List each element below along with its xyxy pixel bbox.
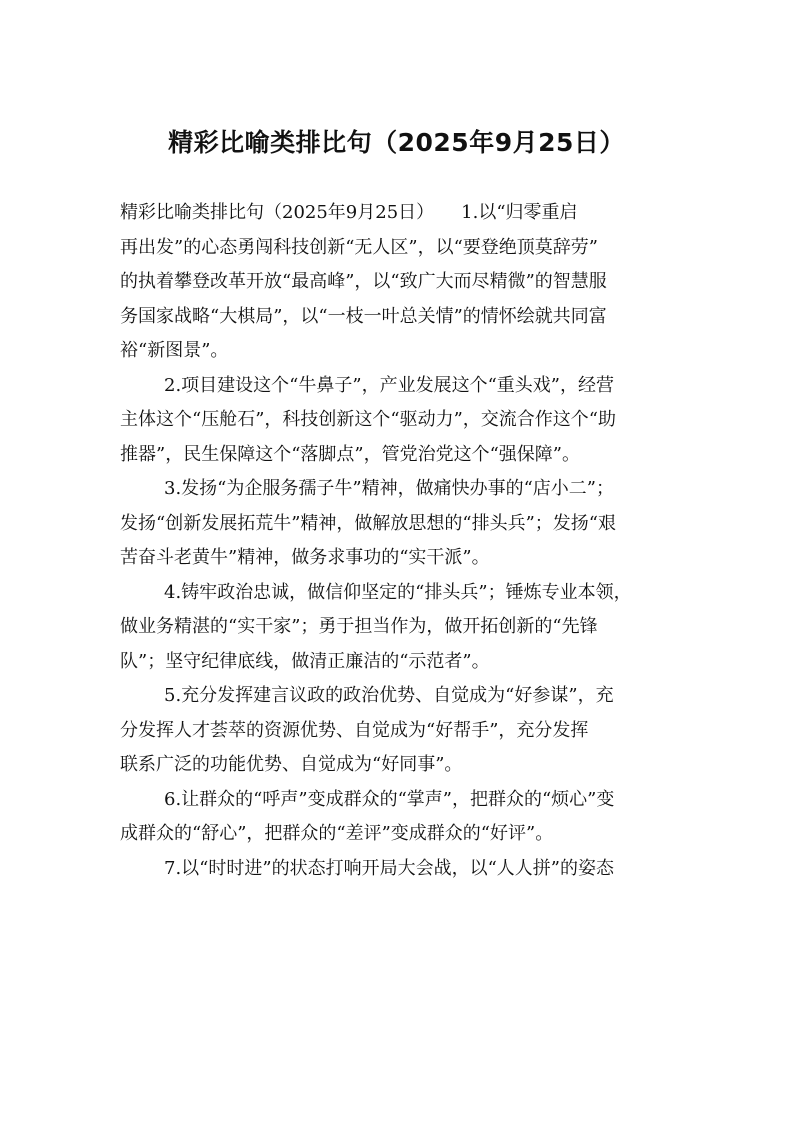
body-text-line: 做业务精湛的“实干家”；勇于担当作为，做开拓创新的“先锋 <box>120 616 598 637</box>
body-text-line: 再出发”的心态勇闯科技创新“无人区”，以“要登绝顶莫辞劳” <box>120 236 599 258</box>
body-text-line: 3.发扬“为企服务孺子牛”精神，做痛快办事的“店小二”； <box>164 478 614 499</box>
body-text-line: 成群众的“舒心”，把群众的“差评”变成群众的“好评”。 <box>120 823 554 844</box>
body-text-line: 分发挥人才荟萃的资源优势、自觉成为“好帮手”，充分发挥 <box>120 719 589 741</box>
body-text-line: 5.充分发挥建言议政的政治优势、自觉成为“好参谋”，充 <box>164 685 614 706</box>
body-text-line: 精彩比喻类排比句（2025年9月25日） 1.以“归零重启 <box>120 202 578 223</box>
body-text-line: 7.以“时时进”的状态打响开局大会战，以“人人拼”的姿态 <box>164 857 614 879</box>
body-text-line: 裕“新图景”。 <box>120 340 229 361</box>
body-text-line: 务国家战略“大棋局”，以“一枝一叶总关情”的情怀绘就共同富 <box>120 305 607 327</box>
document-title: 精彩比喻类排比句（2025年9月25日） <box>168 128 625 157</box>
document-body <box>120 196 675 886</box>
body-text-line: 的执着攀登改革开放“最高峰”，以“致广大而尽精微”的智慧服 <box>120 271 607 292</box>
body-text-line: 2.项目建设这个“牛鼻子”，产业发展这个“重头戏”，经营 <box>164 374 614 396</box>
body-text-line: 推器”，民生保障这个“落脚点”，管党治党这个“强保障”。 <box>120 443 581 465</box>
body-text-line: 苦奋斗老黄牛”精神，做务求事功的“实干派”。 <box>120 547 490 568</box>
body-text-line: 发扬“创新发展拓荒牛”精神，做解放思想的“排头兵”；发扬“艰 <box>120 512 617 534</box>
body-text-line: 队”；坚守纪律底线，做清正廉洁的“示范者”。 <box>120 650 490 672</box>
body-text-line: 6.让群众的“呼声”变成群众的“掌声”，把群众的“烦心”变 <box>164 788 615 810</box>
body-text-line: 4.铸牢政治忠诚，做信仰坚定的“排头兵”；锤炼专业本领， <box>164 581 632 603</box>
body-text-line: 联系广泛的功能优势、自觉成为“好同事”。 <box>120 754 463 775</box>
body-text-line: 主体这个“压舱石”，科技创新这个“驱动力”，交流合作这个“助 <box>120 409 617 430</box>
